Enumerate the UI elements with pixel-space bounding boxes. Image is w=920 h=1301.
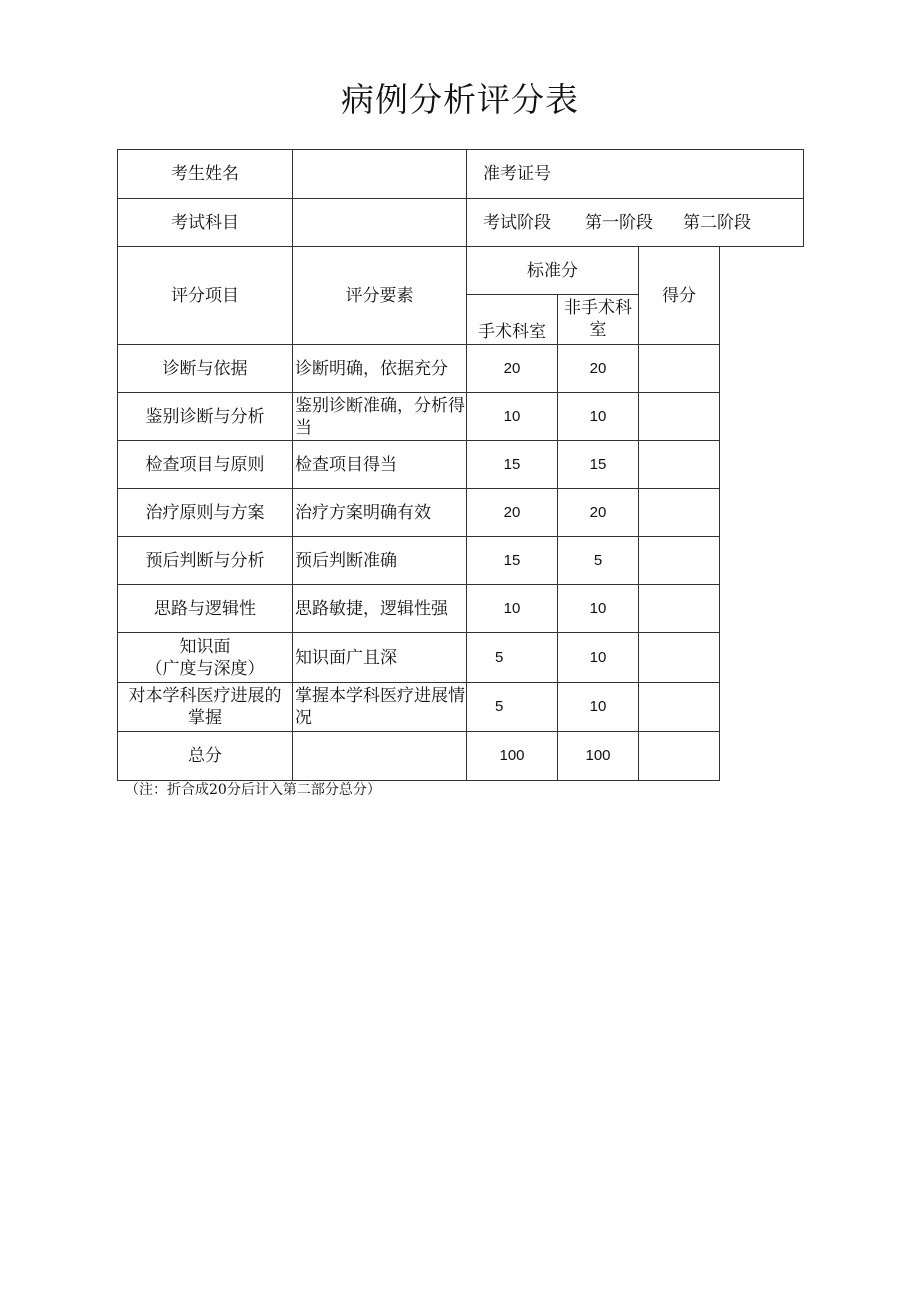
column-header-nonsurgical: 非手术科室: [558, 295, 639, 345]
exam-subject-row: [118, 199, 804, 247]
exam-subject-field[interactable]: [293, 199, 467, 247]
table-row: [118, 393, 804, 441]
admission-number-label: 准考证号: [483, 164, 551, 184]
column-header-row: [118, 247, 804, 295]
row-nonsurgical-score: 20: [558, 345, 639, 393]
total-label: 总分: [118, 732, 293, 781]
row-surgical-score: 20: [467, 345, 558, 393]
row-item: 预后判断与分析: [118, 537, 293, 585]
total-nonsurgical-score: 100: [558, 732, 639, 781]
candidate-name-row: [118, 150, 804, 199]
row-score-field[interactable]: [639, 633, 720, 683]
admission-number-field[interactable]: [467, 150, 804, 199]
row-score-field[interactable]: [639, 489, 720, 537]
row-item: 鉴别诊断与分析: [118, 393, 293, 441]
row-surgical-score: 10: [467, 585, 558, 633]
row-element: 诊断明确，依据充分: [293, 345, 467, 393]
row-nonsurgical-score: 10: [558, 633, 639, 683]
row-item: 诊断与依据: [118, 345, 293, 393]
row-surgical-score: 5: [467, 633, 558, 683]
row-item: 治疗原则与方案: [118, 489, 293, 537]
total-score-field[interactable]: [639, 732, 720, 781]
scoring-table: [117, 149, 804, 781]
row-surgical-score: 5: [467, 683, 558, 732]
row-item-line: 对本学科医疗进展的: [128, 686, 282, 706]
table-row: [118, 345, 804, 393]
exam-stage-label: 考试阶段: [483, 212, 551, 233]
row-item: 检查项目与原则: [118, 441, 293, 489]
column-header-standard: 标准分: [467, 247, 639, 295]
row-element: 治疗方案明确有效: [293, 489, 467, 537]
table-row: [118, 537, 804, 585]
row-score-field[interactable]: [639, 537, 720, 585]
stage-option-first[interactable]: 第一阶段: [585, 212, 653, 233]
candidate-name-label: 考生姓名: [118, 150, 293, 199]
exam-subject-label: 考试科目: [118, 199, 293, 247]
row-element: 知识面广且深: [293, 633, 467, 683]
row-item: 思路与逻辑性: [118, 585, 293, 633]
row-surgical-score: 10: [467, 393, 558, 441]
row-element: 检查项目得当: [293, 441, 467, 489]
row-item: [118, 633, 293, 683]
row-element: 鉴别诊断准确，分析得当: [293, 393, 467, 441]
page-title: 病例分析评分表: [341, 80, 579, 119]
total-element: [293, 732, 467, 781]
column-header-item: 评分项目: [118, 247, 293, 345]
row-score-field[interactable]: [639, 345, 720, 393]
row-element: 掌握本学科医疗进展情况: [293, 683, 467, 732]
row-surgical-score: 15: [467, 537, 558, 585]
table-row: [118, 585, 804, 633]
table-row: [118, 489, 804, 537]
row-nonsurgical-score: 15: [558, 441, 639, 489]
table-row: [118, 683, 804, 732]
row-nonsurgical-score: 10: [558, 683, 639, 732]
row-nonsurgical-score: 20: [558, 489, 639, 537]
row-surgical-score: 20: [467, 489, 558, 537]
stage-option-second[interactable]: 第二阶段: [683, 212, 751, 233]
total-row: [118, 732, 804, 781]
row-score-field[interactable]: [639, 585, 720, 633]
row-score-field[interactable]: [639, 441, 720, 489]
row-element: 思路敏捷，逻辑性强: [293, 585, 467, 633]
row-score-field[interactable]: [639, 683, 720, 732]
column-header-element: 评分要素: [293, 247, 467, 345]
exam-stage-field: [467, 199, 804, 247]
row-nonsurgical-score: 5: [558, 537, 639, 585]
table-row: [118, 633, 804, 683]
row-nonsurgical-score: 10: [558, 393, 639, 441]
candidate-name-field[interactable]: [293, 150, 467, 199]
row-item-line: 掌握: [188, 708, 222, 728]
column-header-surgical: 手术科室: [467, 295, 558, 345]
row-surgical-score: 15: [467, 441, 558, 489]
total-surgical-score: 100: [467, 732, 558, 781]
footnote: （注：折合成20分后计入第二部分总分）: [125, 782, 381, 798]
row-element: 预后判断准确: [293, 537, 467, 585]
row-score-field[interactable]: [639, 393, 720, 441]
row-nonsurgical-score: 10: [558, 585, 639, 633]
column-header-score: 得分: [639, 247, 720, 345]
row-item-line: （广度与深度）: [145, 658, 265, 679]
row-item-line: 知识面: [179, 636, 231, 657]
row-item: [118, 683, 293, 732]
table-row: [118, 441, 804, 489]
